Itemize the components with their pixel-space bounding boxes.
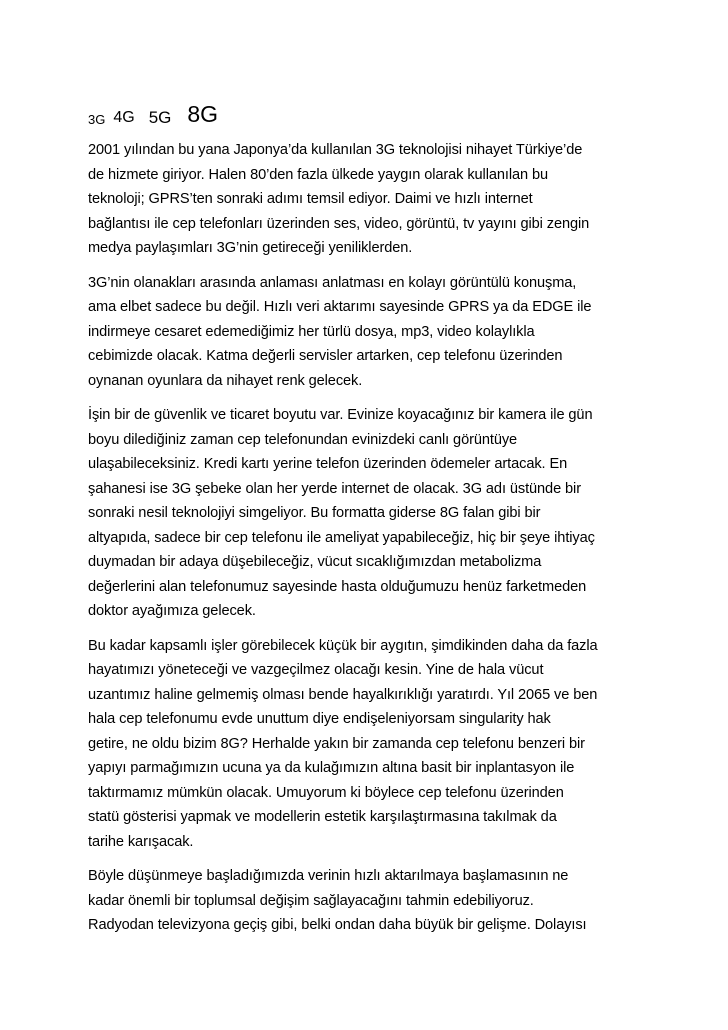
text-line: ama elbet sadece bu değil. Hızlı veri aktarımı sayesinde GPRS ya da EDGE ile [88,299,592,315]
text-line: sonraki nesil teknolojiyi simgeliyor. Bu formatta giderse 8G falan gibi bir [88,505,541,521]
text-line: oynanan oyunlara da nihayet renk gelecek. [88,372,363,389]
text-line: medya paylaşımları 3G’nin getireceği yeniliklerden. [88,240,413,256]
text-line: yapıyı parmağımızın ucuna ya da kulağımızın altına basit bir inplantasyon ile [88,760,575,776]
paragraph-5 [88,864,648,938]
text-line: hayatımızı yöneteceği ve vazgeçilmez olacağı kesin. Yine de hala vücut [88,662,544,678]
text-line: getire, ne oldu bizim 8G? Herhalde yakın bir zamanda cep telefonu benzeri bir [88,735,585,752]
text-line: 2001 yılından bu yana Japonya’da kullanılan 3G teknolojisi nihayet Türkiye’de [88,142,583,158]
text-line: Bu kadar kapsamlı işler görebilecek küçük bir aygıtın, şimdikinden daha da fazla [88,637,598,654]
text-line: ulaşabileceksiniz. Kredi kartı yerine telefon üzerinden ödemeler artacak. En [88,456,568,472]
text-line: altyapıda, sadece bir cep telefonu ile ameliyat yapabileceğiz, hiç bir şeye ihtiyaç [88,529,595,546]
text-line: 3G’nin olanakları arasında anlaması anlatması en kolayı görüntülü konuşma, [88,274,577,291]
text-line: teknoloji; GPRS’ten sonraki adımı temsil ediyor. Daimi ve hızlı internet [88,191,533,207]
text-line: bağlantısı ile cep telefonları üzerinden ses, video, görüntü, tv yayını gibi zengin [88,215,590,232]
title-5g: 5G [148,108,172,127]
text-line: statü gösterisi yapmak ve modellerin estetik karşılaştırmasına takılmak da [88,809,557,825]
text-line: Böyle düşünmeye başladığımızda verinin hızlı aktarılmaya başlamasının ne [88,868,569,884]
text-line: değerlerini alan telefonumuz sayesinde hasta olduğumuzu henüz farketmeden [88,578,587,595]
text-line: hala cep telefonumu evde unuttum diye endişeleniyorsam singularity hak [88,711,551,727]
text-line: taktırmamız mümkün olacak. Umuyorum ki böylece cep telefonu üzerinden [88,784,564,801]
text-line: İşin bir de güvenlik ve ticaret boyutu var. Evinize koyacağınız bir kamera ile gün [88,407,593,423]
text-line: doktor ayağımıza gelecek. [88,603,256,619]
paragraph-1 [88,138,648,261]
title-3g: 3G [88,112,106,127]
document-title [88,90,648,126]
text-line: uzantımız haline gelmemiş olması bende hayalkırıklığı yaratırdı. Yıl 2065 ve ben [88,686,598,703]
title-4g: 4G [113,109,135,126]
text-line: indirmeye cesaret edemediğimiz her türlü dosya, mp3, video kolaylıkla [88,323,535,340]
text-line: kadar önemli bir toplumsal değişim sağlayacağını tahmin edebiliyoruz. [88,892,534,909]
title-8g: 8G [187,101,219,127]
text-line: tarihe karışacak. [88,833,194,850]
document-body [88,90,648,948]
text-line: de hizmete giriyor. Halen 80’den fazla ülkede yaygın olarak kullanılan bu [88,166,548,183]
text-line: Radyodan televizyona geçiş gibi, belki ondan daha büyük bir gelişme. Dolayısı [88,917,587,933]
text-line: duymadan bir adaya düşebileceğiz, vücut sıcaklığımızdan metabolizma [88,554,542,570]
paragraph-3 [88,403,648,624]
paragraph-2 [88,271,648,394]
paragraph-4 [88,634,648,855]
text-line: şahanesi ise 3G şebeke olan her yerde internet de olacak. 3G adı üstünde bir [88,480,581,497]
text-line: cebimizde olacak. Katma değerli servisler artarken, cep telefonu üzerinden [88,348,563,364]
text-line: boyu dilediğiniz zaman cep telefonundan evinizdeki canlı görüntüye [88,431,518,448]
